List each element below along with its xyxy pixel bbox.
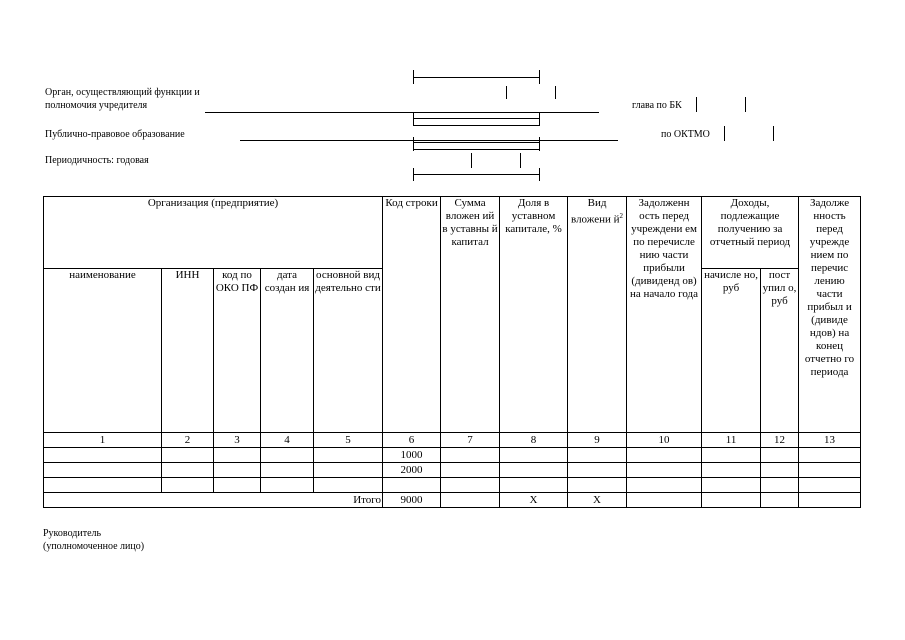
cell[interactable] — [500, 478, 568, 493]
cell[interactable] — [162, 478, 214, 493]
bracket-top-2 — [413, 118, 540, 119]
bracket-tick — [539, 112, 540, 126]
inn-header: ИНН — [162, 269, 214, 433]
bracket-tick — [555, 86, 556, 99]
cell[interactable] — [441, 448, 500, 463]
cell[interactable] — [627, 478, 702, 493]
cell[interactable] — [314, 463, 383, 478]
type-header — [568, 197, 627, 433]
cell[interactable] — [314, 478, 383, 493]
bracket-top-1 — [413, 77, 540, 78]
bracket-bottom-4 — [413, 174, 540, 175]
col-number: 10 — [627, 433, 702, 448]
total-row — [44, 493, 861, 508]
row-code: 1000 — [383, 448, 441, 463]
col-number: 8 — [500, 433, 568, 448]
total-code: 9000 — [383, 493, 441, 508]
okopf-header: код по ОКО ПФ — [214, 269, 261, 433]
cell[interactable] — [44, 448, 162, 463]
bracket-tick — [539, 168, 540, 181]
table-row — [44, 448, 861, 463]
col-number: 12 — [761, 433, 799, 448]
bracket-bottom-3 — [413, 149, 540, 150]
bracket-tick — [506, 86, 507, 99]
cell[interactable] — [44, 463, 162, 478]
cell[interactable] — [162, 448, 214, 463]
periodicity-label: Периодичность: годовая — [45, 155, 149, 166]
cell[interactable] — [761, 448, 799, 463]
cell[interactable] — [162, 463, 214, 478]
cell[interactable] — [441, 478, 500, 493]
column-numbers-row — [44, 433, 861, 448]
public-formation-underline — [240, 140, 618, 141]
bracket-top-3 — [413, 142, 540, 143]
received-header: пост упил о, руб — [761, 269, 799, 433]
cell[interactable] — [627, 493, 702, 508]
founder-label-line2: полномочия учредителя — [45, 100, 148, 111]
col-number: 7 — [441, 433, 500, 448]
accrued-header: начисле но, руб — [702, 269, 761, 433]
col-number: 1 — [44, 433, 162, 448]
cell[interactable] — [441, 493, 500, 508]
debt-start-header: Задолженн ость перед учреждени ем по перечисле нию части прибыли (дивиденд ов) на начало года — [627, 197, 702, 433]
cell[interactable] — [761, 493, 799, 508]
cell[interactable] — [568, 463, 627, 478]
col-number: 6 — [383, 433, 441, 448]
col-number: 13 — [799, 433, 861, 448]
founder-label-line1: Орган, осуществляющий функции и — [45, 87, 200, 98]
cell[interactable] — [702, 448, 761, 463]
cell[interactable] — [44, 478, 162, 493]
bracket-tick — [539, 70, 540, 84]
cell[interactable] — [383, 478, 441, 493]
cell[interactable] — [568, 478, 627, 493]
bracket-bottom-2 — [413, 125, 540, 126]
oktmo-label: по ОКТМО — [661, 129, 710, 140]
cell[interactable] — [314, 448, 383, 463]
bk-box-left — [696, 97, 697, 112]
col-number: 11 — [702, 433, 761, 448]
row-code: 2000 — [383, 463, 441, 478]
col-number: 3 — [214, 433, 261, 448]
head-label-line1: Руководитель — [43, 528, 102, 539]
share-header: Доля в уставном капитале, % — [500, 197, 568, 433]
cell[interactable] — [799, 493, 861, 508]
cell[interactable] — [500, 463, 568, 478]
cell[interactable] — [261, 448, 314, 463]
bracket-tick — [471, 153, 472, 168]
dividends-table — [43, 196, 861, 508]
cell[interactable] — [441, 463, 500, 478]
bk-box-right — [745, 97, 746, 112]
table-row — [44, 478, 861, 493]
oktmo-box-left — [724, 126, 725, 141]
cell[interactable] — [761, 478, 799, 493]
cell[interactable] — [799, 478, 861, 493]
cell[interactable] — [702, 478, 761, 493]
cell[interactable] — [214, 448, 261, 463]
cell[interactable] — [568, 448, 627, 463]
cell[interactable] — [761, 463, 799, 478]
debt-end-header: Задолже нность перед учрежде нием по перечис лению части прибыл и (дивиде ндов) на конец отчетно го периода — [799, 197, 861, 433]
col-number: 4 — [261, 433, 314, 448]
cell[interactable] — [702, 493, 761, 508]
cell[interactable] — [214, 463, 261, 478]
glava-bk-label: глава по БК — [632, 100, 682, 111]
cell[interactable] — [261, 463, 314, 478]
bracket-tick — [413, 70, 414, 84]
cell[interactable] — [500, 448, 568, 463]
cell[interactable] — [214, 478, 261, 493]
org-group-header: Организация (предприятие) — [44, 197, 383, 269]
cell[interactable] — [799, 448, 861, 463]
public-formation-label: Публично-правовое образование — [45, 129, 185, 140]
cell[interactable] — [702, 463, 761, 478]
activity-header: основной вид деятельно сти — [314, 269, 383, 433]
col-number: 9 — [568, 433, 627, 448]
total-label: Итого — [44, 493, 383, 508]
oktmo-box-right — [773, 126, 774, 141]
head-label-line2: (уполномоченное лицо) — [43, 541, 145, 552]
total-type: X — [568, 493, 627, 508]
bracket-tick — [413, 168, 414, 181]
bracket-tick — [520, 153, 521, 168]
cell[interactable] — [627, 448, 702, 463]
type-footnote: 2 — [619, 212, 624, 220]
type-header-text: Вид вложени й — [571, 197, 620, 226]
cell[interactable] — [799, 463, 861, 478]
cell[interactable] — [261, 478, 314, 493]
total-share: X — [500, 493, 568, 508]
income-group-header: Доходы, подлежащие получению за отчетный период — [702, 197, 799, 269]
bracket-tick — [413, 112, 414, 126]
table-row — [44, 463, 861, 478]
date-header: дата создан ия — [261, 269, 314, 433]
name-header: наименование — [44, 269, 162, 433]
cell[interactable] — [627, 463, 702, 478]
code-header: Код строки — [383, 197, 441, 433]
col-number: 2 — [162, 433, 214, 448]
sum-header: Сумма вложен ий в уставны й капитал — [441, 197, 500, 433]
col-number: 5 — [314, 433, 383, 448]
